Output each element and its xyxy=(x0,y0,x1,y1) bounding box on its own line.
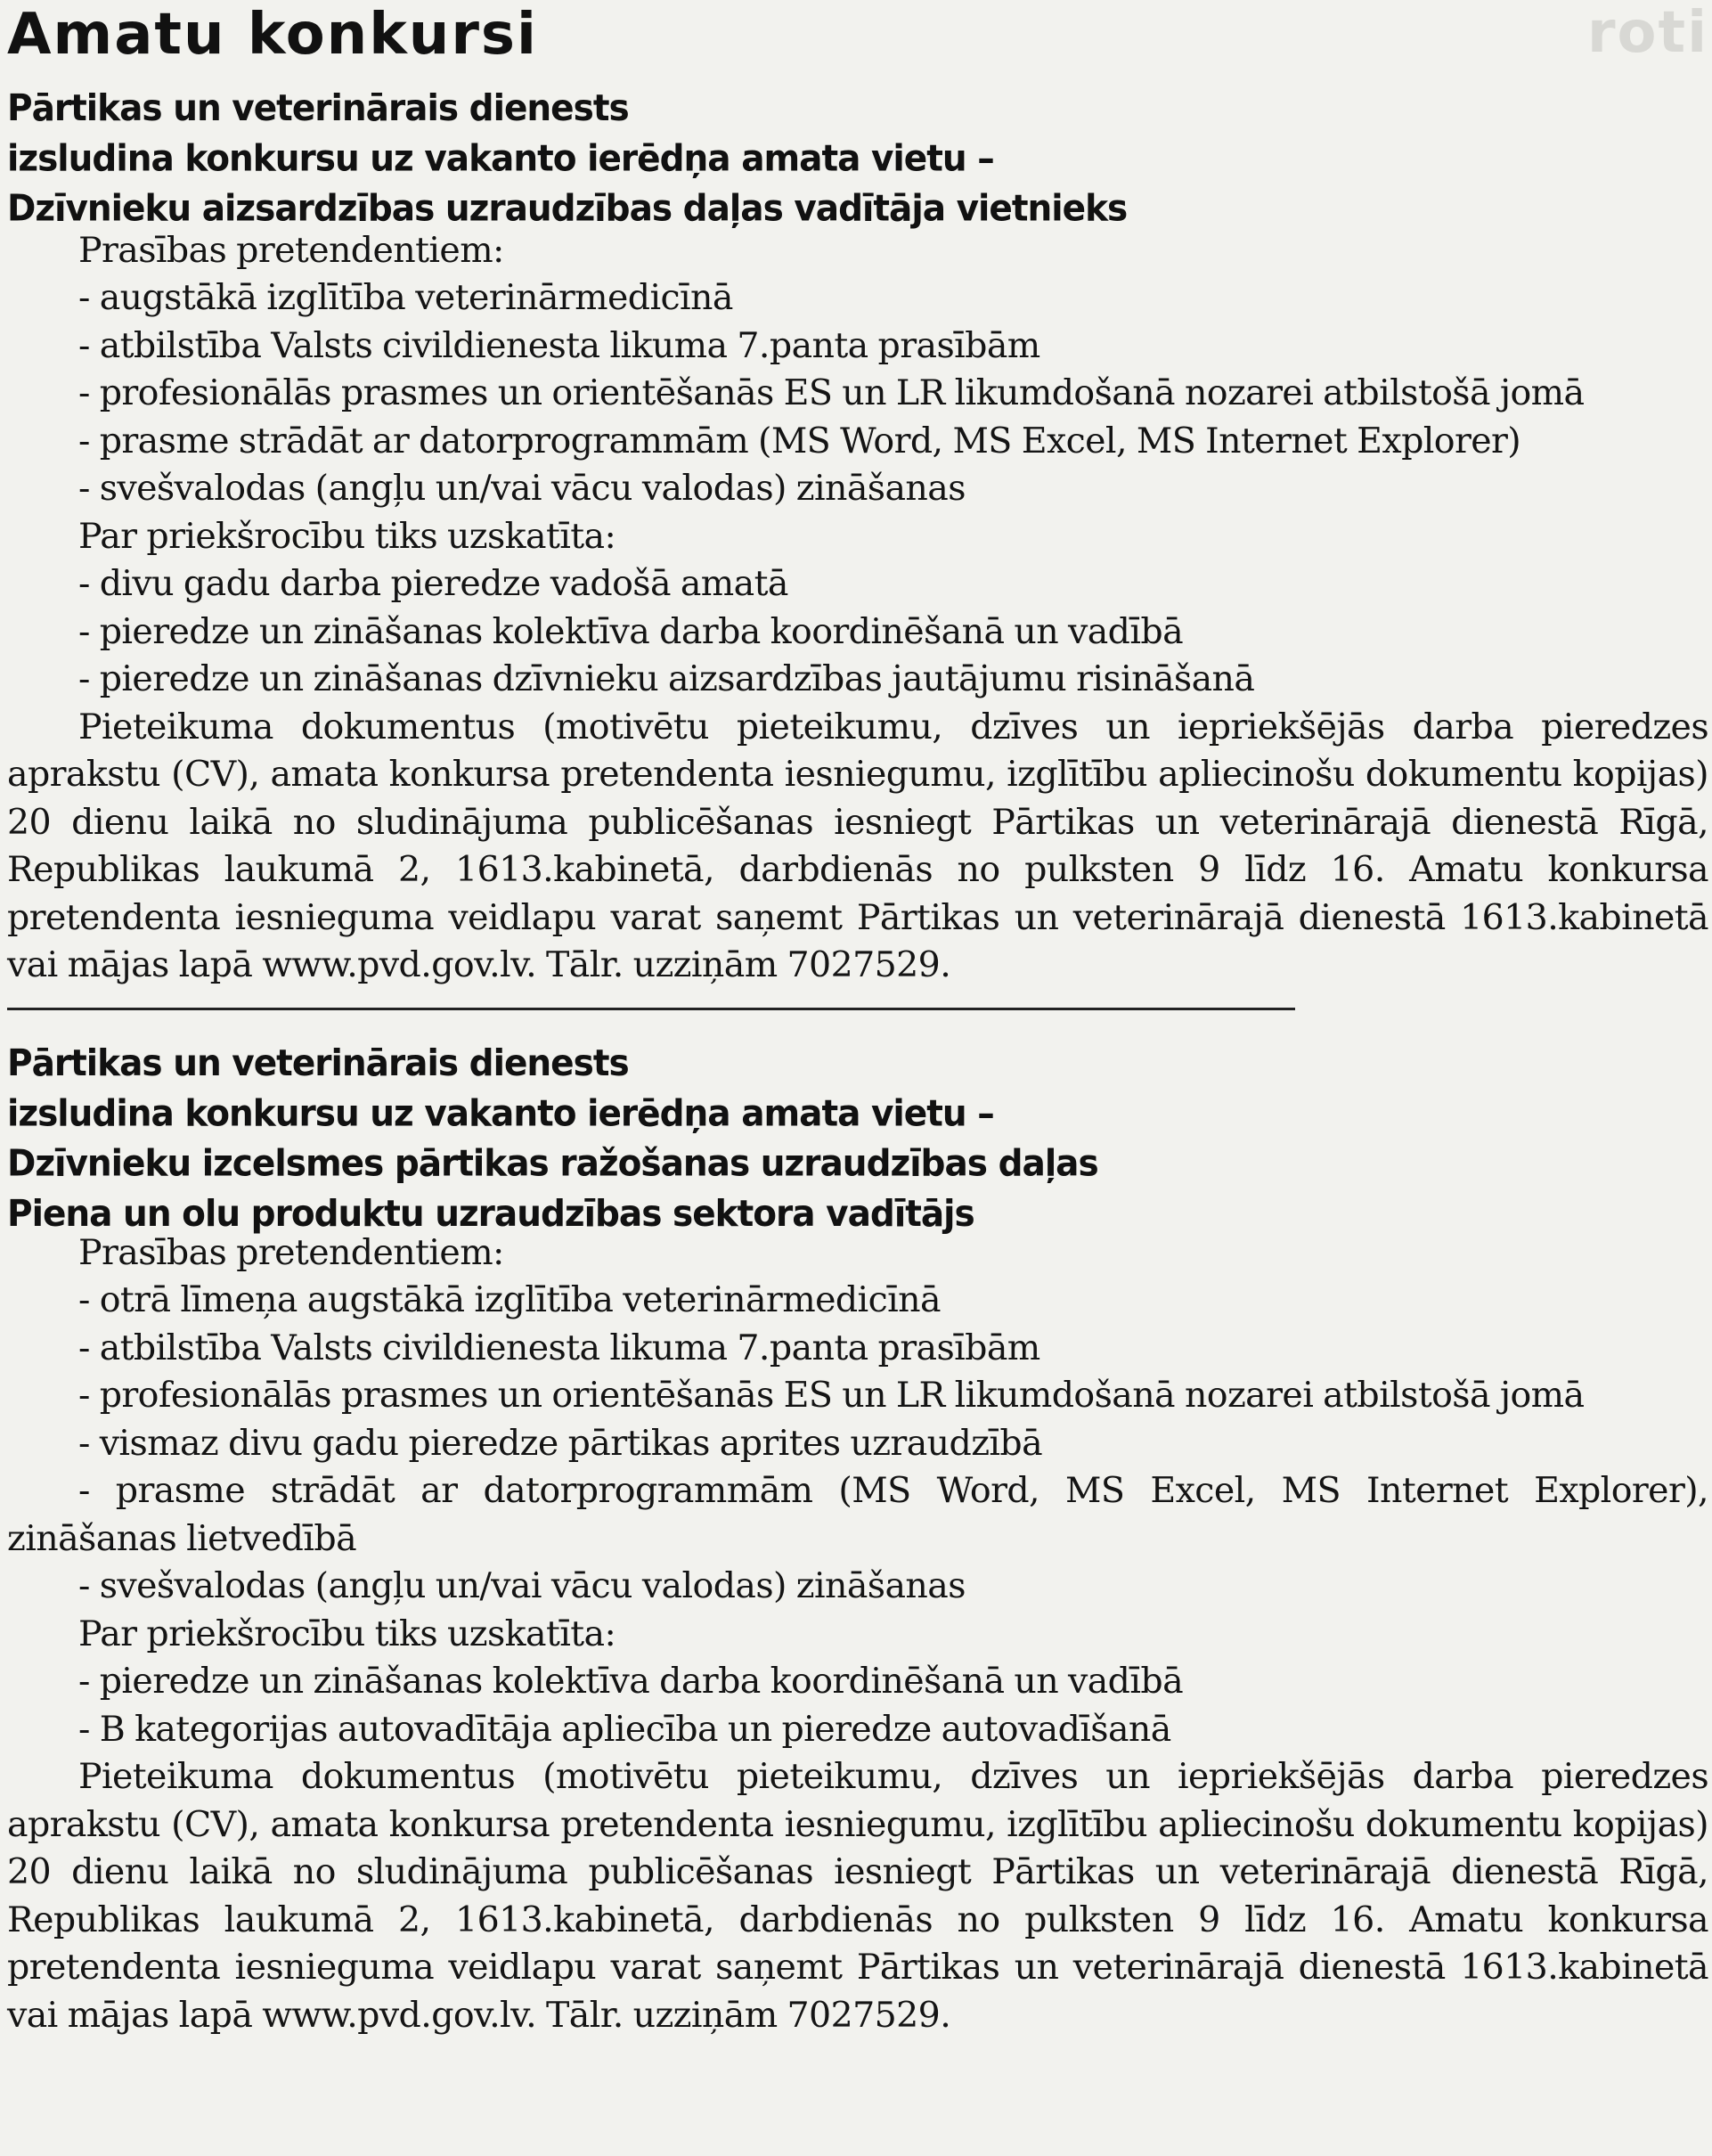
advantage-item: - pieredze un zināšanas kolektīva darba koordinēšanā un vadībā xyxy=(78,1661,1184,1702)
job-ad-1 xyxy=(7,84,1708,990)
ad-title xyxy=(7,1039,1708,1239)
requirement-item: - svešvalodas (angļu un/vai vācu valodas) zināšanas xyxy=(78,468,966,509)
ad-body xyxy=(7,227,1708,990)
requirement-item: - profesionālās prasmes un orientēšanās ES un LR likumdošanā nozarei atbilstošā jomā xyxy=(78,372,1585,413)
requirement-item: - svešvalodas (angļu un/vai vācu valodas) zināšanas xyxy=(78,1565,966,1606)
requirement-item: - atbilstība Valsts civildienesta likuma 7.panta prasībām xyxy=(78,324,1040,366)
advantage-item: - pieredze un zināšanas kolektīva darba koordinēšanā un vadībā xyxy=(78,610,1184,652)
ad-position-sector: Piena un olu produktu uzraudzības sektora vadītājs xyxy=(7,1192,974,1235)
requirement-item: - prasme strādāt ar datorprogrammām (MS Word, MS Excel, MS Internet Explorer), zināšanas lietvedībā xyxy=(7,1470,1708,1559)
ad-body xyxy=(7,1229,1708,2040)
ad-position: Dzīvnieku aizsardzības uzraudzības daļas vadītāja vietnieks xyxy=(7,187,1128,230)
requirement-item: - augstākā izglītība veterinārmedicīnā xyxy=(78,277,733,318)
advantages-label: Par priekšrocību tiks uzskatīta: xyxy=(78,1613,616,1654)
ad-title xyxy=(7,84,1708,234)
advantage-item: - B kategorijas autovadītāja apliecība un pieredze autovadīšanā xyxy=(78,1708,1171,1750)
requirements-label: Prasības pretendentiem: xyxy=(78,1231,504,1273)
newspaper-page xyxy=(7,0,1708,2156)
requirement-item: - prasme strādāt ar datorprogrammām (MS Word, MS Excel, MS Internet Explorer) xyxy=(78,420,1521,461)
requirement-item: - profesionālās prasmes un orientēšanās ES un LR likumdošanā nozarei atbilstošā jomā xyxy=(78,1375,1585,1416)
section-heading: Amatu konkursi xyxy=(7,2,538,68)
documents-paragraph: Pieteikuma dokumentus (motivētu pieteikumu, dzīves un iepriekšējās darba pieredzes aprakstu (CV), amata konkursa pretendenta iesniegumu, izglītību apliecinošu dokumentu kopijas) 20 dienu laikā no sludinājuma publicēšanas iesniegt Pārtikas un veterinārajā dienestā Rīgā, Republikas laukumā 2, 1613.kabinetā, darbdienās no pulksten 9 līdz 16. Amatu konkursa pretendenta iesnieguma veidlapu varat saņemt Pārtikas un veterinārajā dienestā 1613.kabinetā vai mājas lapā www.pvd.gov.lv. Tālr. uzziņām 7027529. xyxy=(7,1756,1708,2036)
ad-organization: Pārtikas un veterinārais dienests xyxy=(7,1041,629,1084)
ad-organization: Pārtikas un veterinārais dienests xyxy=(7,87,629,130)
ad-announcement: izsludina konkursu uz vakanto ierēdņa amata vietu – xyxy=(7,137,994,180)
ad-position: Dzīvnieku izcelsmes pārtikas ražošanas uzraudzības daļas xyxy=(7,1142,1098,1185)
advantage-item: - pieredze un zināšanas dzīvnieku aizsardzības jautājumu risināšanā xyxy=(78,658,1255,699)
requirements-label: Prasības pretendentiem: xyxy=(78,229,504,271)
requirement-item: - otrā līmeņa augstākā izglītība veterinārmedicīnā xyxy=(78,1279,941,1320)
requirement-item: - atbilstība Valsts civildienesta likuma 7.panta prasībām xyxy=(78,1327,1040,1368)
advantage-item: - divu gadu darba pieredze vadošā amatā xyxy=(78,563,788,604)
advantages-label: Par priekšrocību tiks uzskatīta: xyxy=(78,515,616,557)
job-ad-2 xyxy=(7,1039,1708,2040)
ad-divider xyxy=(7,1008,1295,1010)
documents-paragraph: Pieteikuma dokumentus (motivētu pieteikumu, dzīves un iepriekšējās darba pieredzes aprakstu (CV), amata konkursa pretendenta iesniegumu, izglītību apliecinošu dokumentu kopijas) 20 dienu laikā no sludinājuma publicēšanas iesniegt Pārtikas un veterinārajā dienestā Rīgā, Republikas laukumā 2, 1613.kabinetā, darbdienās no pulksten 9 līdz 16. Amatu konkursa pretendenta iesnieguma veidlapu varat saņemt Pārtikas un veterinārajā dienestā 1613.kabinetā vai mājas lapā www.pvd.gov.lv. Tālr. uzziņām 7027529. xyxy=(7,706,1708,985)
ad-announcement: izsludina konkursu uz vakanto ierēdņa amata vietu – xyxy=(7,1091,994,1135)
bleed-through-heading: roti xyxy=(1586,0,1708,66)
requirement-item: - vismaz divu gadu pieredze pārtikas aprites uzraudzībā xyxy=(78,1422,1043,1464)
